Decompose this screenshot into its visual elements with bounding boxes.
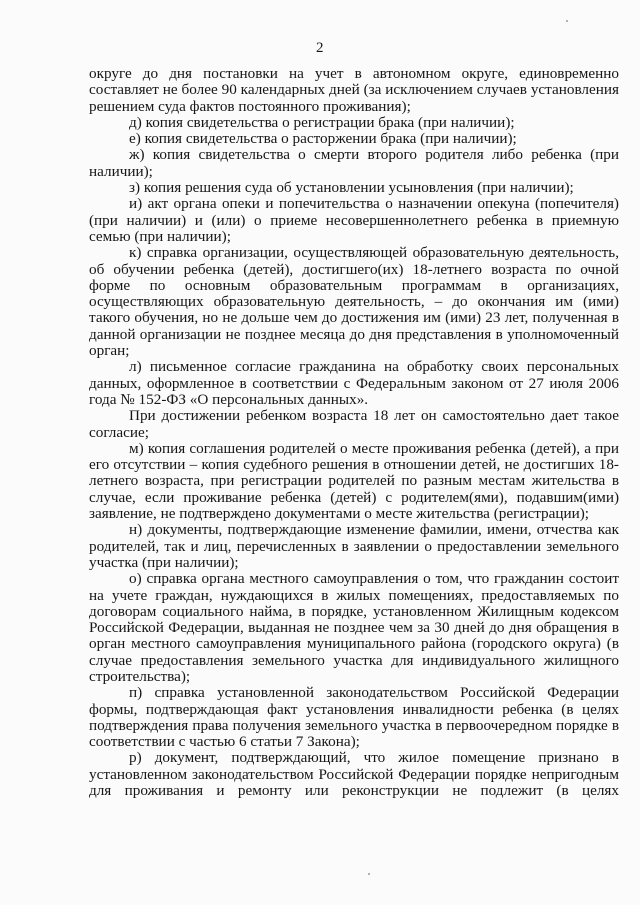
list-item-l: л) письменное согласие гражданина на обработку своих персональных данных, оформленное в соответствии с Федеральным законом от 27 июля 2006 года № 152-ФЗ «О персональных данных». xyxy=(89,358,619,408)
paragraph-continuation: округе до дня постановки на учет в автономном округе, единовременно составляет не более 90 календарных дней (за исключением случаев установления решением суда фактов постоянного проживания); xyxy=(89,65,619,115)
list-item-e: е) копия свидетельства о расторжении брака (при наличии); xyxy=(129,130,517,148)
paragraph-consent-note: При достижении ребенком возраста 18 лет он самостоятельно дает такое согласие; xyxy=(89,407,619,441)
list-item-i: и) акт органа опеки и попечительства о назначении опекуна (попечителя) (при наличии) и (или) о приеме несовершеннолетнего ребенка в приемную семью (при наличии); xyxy=(89,195,619,245)
list-item-d: д) копия свидетельства о регистрации брака (при наличии); xyxy=(129,113,515,131)
list-item-z: з) копия решения суда об установлении усыновления (при наличии); xyxy=(129,179,574,197)
scan-speck xyxy=(566,20,568,22)
list-item-zh: ж) копия свидетельства о смерти второго родителя либо ребенка (при наличии); xyxy=(89,146,619,180)
document-body xyxy=(89,66,619,799)
list-item-p: п) справка установленной законодательством Российской Федерации формы, подтверждающая факт установления инвалидности ребенка (в целях подтверждения права получения земельного участка в первоочередном порядке в соответствии с частью 6 статьи 7 Закона); xyxy=(89,684,619,751)
scan-speck xyxy=(368,873,370,875)
list-item-r: р) документ, подтверждающий, что жилое помещение признано в установленном законодательством Российской Федерации порядке непригодным для проживания и ремонту или реконструкции не подлежит (в целях xyxy=(89,749,619,800)
list-item-k: к) справка организации, осуществляющей образовательную деятельность, об обучении ребенка (детей), достигшего(их) 18-летнего возраста по очной форме по основным образовательным программам в организациях, осуществляющих образовательную деятельность, – до окончания им (ими) такого обучения, но не дольше чем до достижения им (ими) 23 лет, полученная в данной организации не позднее месяца до дня представления в уполномоченный орган; xyxy=(89,244,619,360)
list-item-n: н) документы, подтверждающие изменение фамилии, имени, отчества как родителей, так и лиц, перечисленных в заявлении о предоставлении земельного участка (при наличии); xyxy=(89,521,619,571)
page-number: 2 xyxy=(316,40,324,56)
list-item-o: о) справка органа местного самоуправления о том, что гражданин состоит на учете граждан, нуждающихся в жилых помещениях, предоставляемых по договорам социального найма, в порядке, установленном Жилищным кодексом Российской Федерации, выданная не позднее чем за 30 дней до дня обращения в орган местного самоуправления муниципального района (городского округа) (в случае предоставления земельного участка для индивидуального жилищного строительства); xyxy=(89,570,619,685)
list-item-m: м) копия соглашения родителей о месте проживания ребенка (детей), а при его отсутствии – копия судебного решения в отношении детей, не достигших 18-летнего возраста, при регистрации родителей по разным местам жительства в случае, если проживание ребенка (детей) с родителем(ями), подавшим(ими) заявление, не подтверждено документами о месте жительства (регистрации); xyxy=(89,439,619,523)
